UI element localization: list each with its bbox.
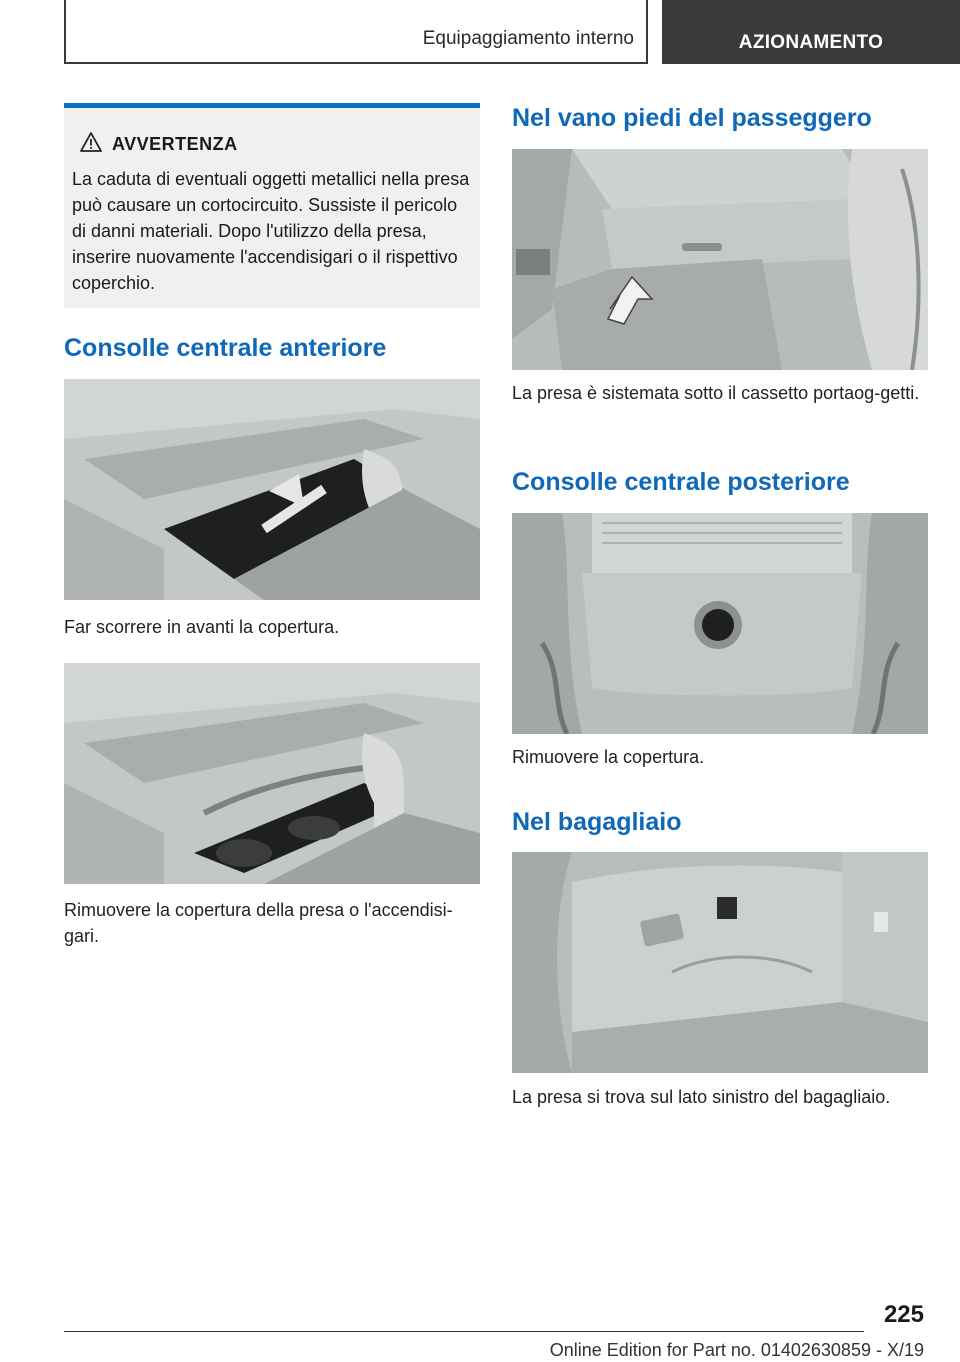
caption-trunk: La presa si trova sul lato sinistro del bagagliaio. — [512, 1087, 891, 1107]
heading-trunk: Nel bagagliaio — [512, 808, 682, 836]
footer-rule — [64, 1331, 864, 1332]
heading-rear-console: Consolle centrale posteriore — [512, 468, 850, 496]
chapter-tab: AZIONAMENTO — [662, 0, 960, 64]
image-front-console-socket — [64, 663, 480, 884]
caption-footwell: La presa è sistemata sotto il cassetto portaog‐getti. — [512, 383, 920, 403]
warning-box — [64, 103, 480, 308]
image-front-console-cover — [64, 379, 480, 600]
heading-front-console: Consolle centrale anteriore — [64, 334, 387, 362]
caption-front-cover: Far scorrere in avanti la copertura. — [64, 617, 340, 637]
caption-rear-console: Rimuovere la copertura. — [512, 747, 705, 767]
page-number: 225 — [883, 1301, 924, 1328]
image-trunk — [512, 852, 928, 1073]
edition-note: Online Edition for Part no. 01402630859 - X/19 — [549, 1340, 924, 1360]
section-title: Equipaggiamento interno — [422, 28, 634, 49]
warning-title: AVVERTENZA — [112, 134, 238, 154]
caption-front-socket: Rimuovere la copertura della presa o l'accendisi‐gari. — [64, 900, 453, 946]
warning-triangle-icon — [80, 132, 102, 152]
image-passenger-footwell — [512, 149, 928, 370]
warning-text: La caduta di eventuali oggetti metallici nella presa può causare un cortocircuito. Sussiste il pericolo di danni materiali. Dopo l'utilizzo della presa, inserire nuovamente l'accendisigari o il rispettivo coperchio. — [72, 169, 470, 293]
heading-passenger-footwell: Nel vano piedi del passeggero — [512, 104, 872, 132]
image-rear-console — [512, 513, 928, 734]
